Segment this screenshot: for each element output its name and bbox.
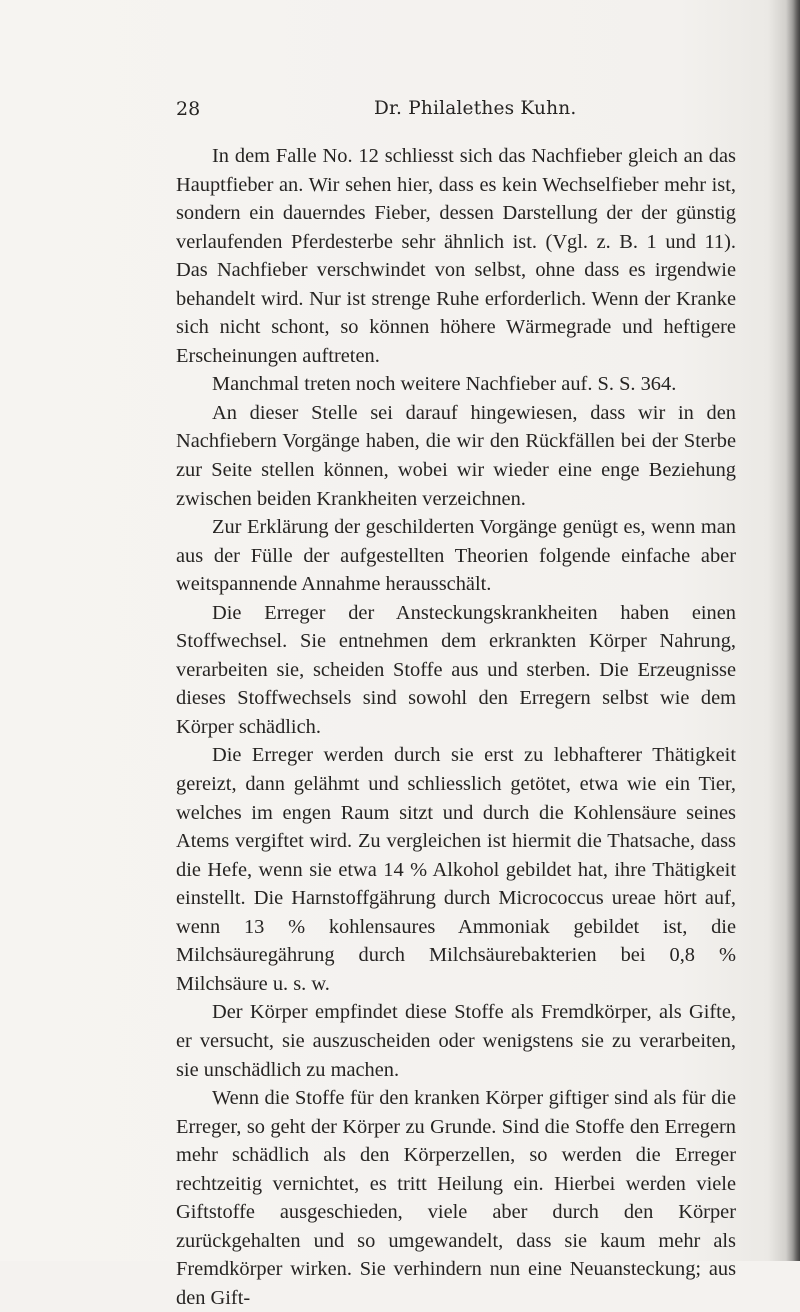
paragraph: Der Körper empfindet diese Stoffe als Fremdkörper, als Gifte, er versucht, sie auszuscheiden oder wenigstens sie zu verarbeiten, sie unschädlich zu machen. [176, 1001, 736, 1081]
paragraph: In dem Falle No. 12 schliesst sich das Nachfieber gleich an das Hauptfieber an. Wir sehen hier, dass es kein Wechselfieber mehr ist, sondern ein dauerndes Fieber, dessen Darstellung der der günstig verlaufenden Pferdesterbe sehr ähnlich ist. (Vgl. z. B. 1 und 11). Das Nachfieber verschwindet von selbst, ohne dass es irgendwie behandelt wird. Nur ist strenge Ruhe erforderlich. Wenn der Kranke sich nicht schont, so können höhere Wärmegrade und heftigere Erscheinungen auftreten. [176, 145, 736, 367]
paragraph: An dieser Stelle sei darauf hingewiesen, dass wir in den Nachfiebern Vorgänge haben, die wir den Rückfällen bei der Sterbe zur Seite stellen können, wobei wir wieder eine enge Beziehung zwischen beiden Krankheiten verzeichnen. [176, 401, 736, 510]
paragraph: Manchmal treten noch weitere Nachfieber auf. S. S. 364. [212, 373, 677, 396]
body-text [176, 142, 736, 1312]
paragraph: Zur Erklärung der geschilderten Vorgänge genügt es, wenn man aus der Fülle der aufgestellten Theorien folgende einfache aber weitspannende Annahme herausschält. [176, 516, 736, 596]
page-edge-shadow [786, 0, 800, 1261]
page-header [176, 98, 736, 128]
running-title: Dr. Philalethes Kuhn. [374, 98, 577, 119]
paragraph: Wenn die Stoffe für den kranken Körper giftiger sind als für die Erreger, so geht der Körper zu Grunde. Sind die Stoffe den Erregern mehr schädlich als den Körperzellen, so werden die Erreger rechtzeitig vernichtet, es tritt Heilung ein. Hierbei werden viele Giftstoffe ausgeschieden, viele aber durch den Körper zurückgehalten und so umgewandelt, dass sie kaum mehr als Fremdkörper wirken. Sie verhindern nun eine Neuansteckung; aus den Gift- [176, 1087, 736, 1309]
paragraph: Die Erreger werden durch sie erst zu lebhafterer Thätigkeit gereizt, dann gelähmt und schliesslich getötet, etwa wie ein Tier, welches im engen Raum sitzt und durch die Kohlensäure seines Atems vergiftet wird. Zu vergleichen ist hiermit die Thatsache, dass die Hefe, wenn sie etwa 14 % Alkohol gebildet hat, ihre Thätigkeit einstellt. Die Harnstoffgährung durch Micrococcus ureae hört auf, wenn 13 % kohlensaures Ammoniak gebildet ist, die Milchsäuregährung durch Milchsäurebakterien bei 0,8 % Milchsäure u. s. w. [176, 744, 736, 995]
paragraph: Die Erreger der Ansteckungskrankheiten haben einen Stoffwechsel. Sie entnehmen dem erkrankten Körper Nahrung, verarbeiten sie, scheiden Stoffe aus und sterben. Die Erzeugnisse dieses Stoffwechsels sind sowohl den Erregern selbst wie dem Körper schädlich. [176, 601, 736, 738]
page-number: 28 [176, 98, 201, 120]
